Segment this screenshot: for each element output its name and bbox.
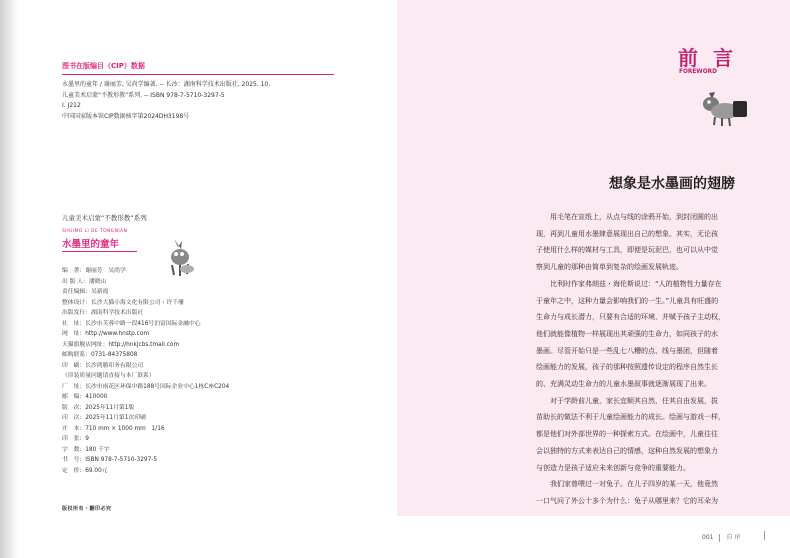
body-line: 对于学龄前儿童，家长宜顺其自然，任其自由发展，拔: [550, 396, 718, 405]
foreword-title: 前 言: [678, 46, 737, 70]
credit-line: 印 刷：长沙鸿勝印务有限公司: [62, 362, 144, 369]
body-line: 现，再到儿童用水墨肆意展现出自己的想象。其实，无论孩: [536, 229, 718, 238]
credit-line: 定 价：69.00元: [62, 467, 108, 474]
body-line: 的、充满灵动生命力的儿童水墨叙事就逐渐展现了出来。: [536, 380, 711, 389]
gutter-shadow: [0, 0, 18, 558]
credits-block: [62, 266, 229, 476]
credit-line: 出 版 人：潘晓山: [62, 278, 107, 285]
folio-end-bar: [764, 531, 765, 540]
credit-line: 厂 址：长沙市雨花区环保中路188号国际企业中心1栋C座C204: [62, 383, 230, 390]
credit-line: 编 著：谢丽芳 吴尚学: [62, 268, 126, 274]
credit-line: 社 址：长沙市芙蓉中路一段416号泊富国际金融中心: [62, 320, 201, 327]
credit-line: 印 张：9: [62, 436, 89, 442]
page-folio: [702, 532, 740, 542]
body-line: 子使用什么样的媒材与工具，即便是玩泥巴，也可以从中觉: [536, 246, 718, 255]
credit-line: 整体设计：长沙大猫小海文化有限公司・许千珊: [62, 299, 184, 306]
body-line: 与创造力是孩子适应未来创新与竞争的重要能力。: [536, 463, 690, 472]
body-line: 用毛笔在宣纸上，从点与线的涂鸦开始，到封闭圆的出: [550, 213, 718, 221]
page-number: 001: [702, 534, 714, 541]
cip-line: Ⅰ. J212: [62, 102, 81, 109]
body-line: 察到儿童的那种由简单到复杂的绘画发展轨迹。: [536, 263, 683, 272]
credit-line: 出版发行：湖南科学技术出版社: [62, 310, 144, 316]
credit-line: 书 号：ISBN 978-7-5710-3297-5: [62, 457, 158, 463]
foreword-subtitle: FOREWORD: [679, 69, 717, 75]
body-line: 会以独特的方式来表达自己的情感，这种自然发展的想象力: [536, 446, 718, 455]
foreword-headline: 想象是水墨画的翅膀: [609, 176, 735, 192]
body-line: 于童年之中，这种力量会影响我们的一生。”儿童具有旺盛的: [536, 296, 719, 305]
cip-divider: [62, 74, 334, 75]
series-name: 儿童美术启蒙“不教形教”系列: [62, 214, 147, 222]
credit-line: 字 数：180 千字: [62, 446, 110, 453]
body-line: 墨画。尽管开始只是一些乱七八糟的点、线与墨团，但随着: [536, 346, 718, 355]
body-line: 苗助长的做法不利于儿童绘画能力的成长。绘画与游戏一样，: [536, 413, 725, 422]
folio-divider: [719, 534, 720, 542]
credit-line: 开 本：710 mm × 1000 mm 1/16: [62, 425, 165, 432]
credit-line: 版 次：2025年11月第1版: [62, 404, 135, 411]
title-pinyin: SHUIMO LI DE TONGNIAN: [62, 229, 128, 234]
ink-animal-illustration: [695, 87, 751, 127]
section-name: 自 序: [726, 534, 741, 541]
cip-line: 中国国家版本馆CIP数据核字第2024DH3198号: [62, 112, 190, 120]
credit-line: 责任编辑：吴新霞: [62, 289, 109, 295]
book-title: 水墨里的童年: [62, 239, 120, 250]
body-line: 生命力与成长潜力，只要有合适的环境，并赋予孩子主动权，: [536, 313, 725, 322]
body-line: 一口气问了外公十多个为什么：兔子从哪里来？它的耳朵为: [536, 496, 718, 505]
body-line: 绘画能力的发展，孩子的那种按照遗传设定的程序自然生长: [536, 363, 718, 372]
credit-line: 邮 编：410000: [62, 394, 108, 400]
cip-heading: 图书在版编目（CIP）数据: [62, 62, 145, 70]
credit-line: 网 址：http://www.hnstp.com: [62, 331, 150, 337]
foreword-body: [536, 209, 754, 510]
credit-line: （印装质量问题请直接与本厂联系）: [62, 373, 155, 379]
rights-notice: 版权所有・翻印必究: [62, 506, 112, 512]
body-line: 都是他们对外部世界的一种探索方式。在绘画中，儿童往往: [536, 430, 718, 439]
credit-line: 天猫旗舰店网址：http://hnkjcbs.tmall.com: [62, 341, 180, 348]
body-line: 他们就能像植物一样展现出其顽强的生命力，如同孩子的水: [536, 329, 718, 338]
body-line: 我们家曾喂过一对兔子。在儿子四岁的某一天，他竟然: [550, 480, 718, 489]
body-line: 比利时作家弗朗兹・海伦斯说过：“人的植物性力量存在: [550, 279, 722, 288]
credit-line: 印 次：2025年11月第1次印刷: [62, 415, 146, 421]
credit-line: 邮购联系：0731-84375808: [62, 352, 138, 358]
title-divider: [62, 251, 137, 252]
cip-line: 儿童美术启蒙“不教形教”系列. -- ISBN 978-7-5710-3297-5: [62, 91, 225, 99]
cip-block: [62, 80, 270, 122]
cip-line: 水墨里的童年 / 谢丽芳, 吴尚学编著. -- 长沙：湖南科学技术出版社, 2025. 10.: [62, 81, 271, 88]
